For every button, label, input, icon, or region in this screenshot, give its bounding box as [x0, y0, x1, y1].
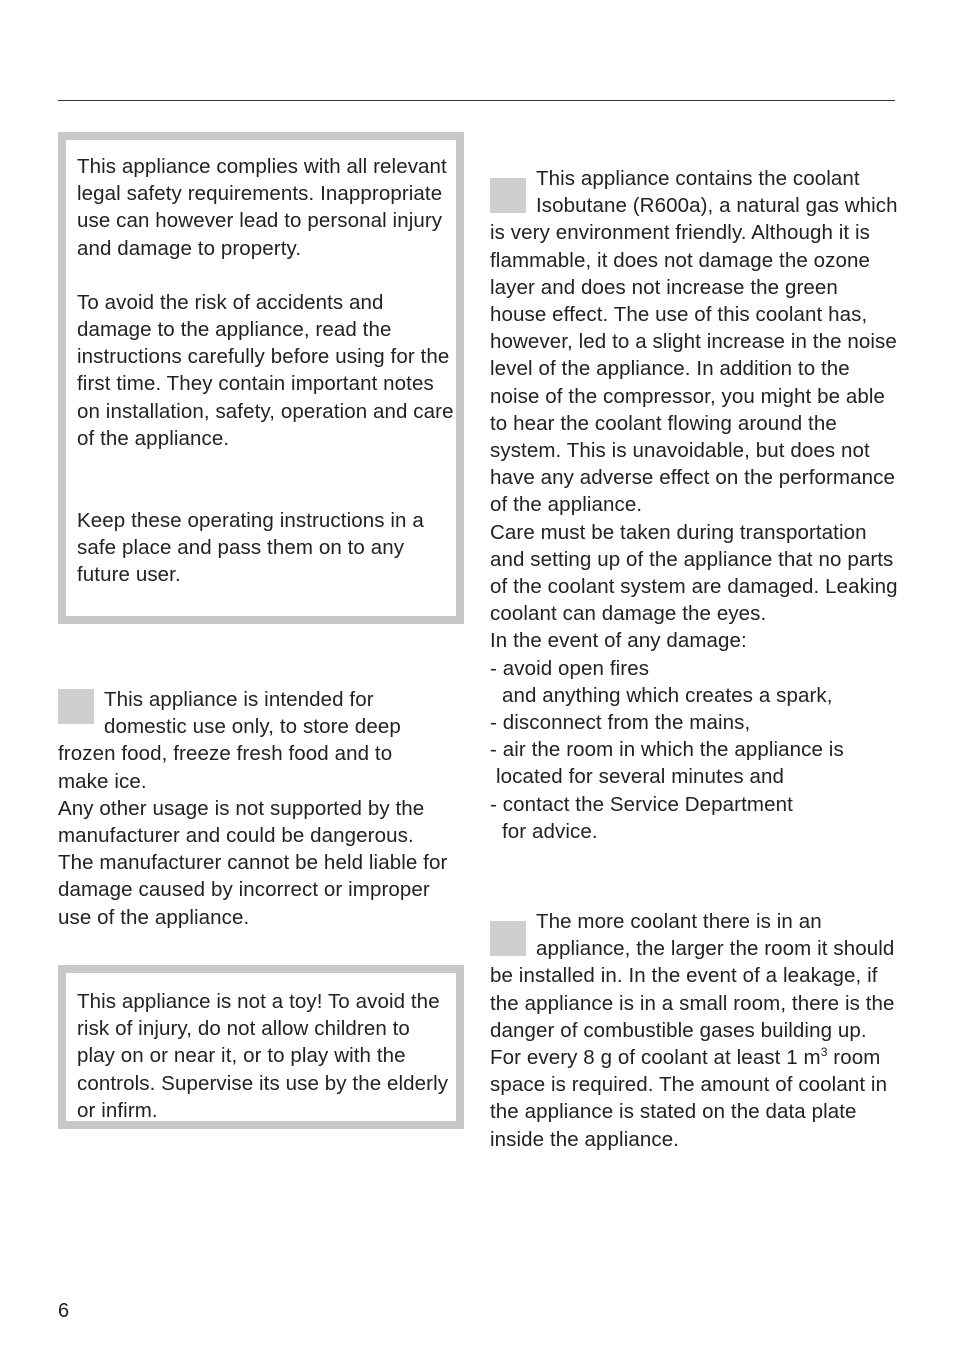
- coolant-list-item: - disconnect from the mains,: [490, 711, 751, 735]
- room-size-text-a: For every 8 g of coolant at least 1 m: [490, 1046, 821, 1070]
- coolant-section: [490, 165, 900, 845]
- coolant-list-item: located for several minutes and: [496, 765, 784, 789]
- coolant-list-item: and anything which creates a spark,: [502, 683, 833, 707]
- coolant-list-item: for advice.: [502, 819, 598, 843]
- coolant-paragraph-1: This appliance contains the coolant Isobutane (R600a), a natural gas which is very environment friendly. Although it is flammable, it does not damage the ozone layer and does not increase the green house effect. The use of this coolant has, however, led to a slight increase in the noise level of the appliance. In addition to the noise of the compressor, you might be able to hear the coolant flowing around the system. This is unavoidable, but does not have any adverse effect on the performance of the appliance.: [490, 167, 898, 517]
- intended-use-paragraph-2: Any other usage is not supported by the manufacturer and could be dangerous. The manufacturer cannot be held liable for damage caused by incorrect or improper use of the appliance.: [58, 796, 448, 929]
- coolant-list-item: - contact the Service Department: [490, 792, 793, 816]
- coolant-list-item: - avoid open fires: [490, 656, 650, 680]
- section-marker: [58, 689, 94, 724]
- intro-paragraph-3: Keep these operating instructions in a safe place and pass them on to any future user.: [77, 509, 424, 587]
- intro-paragraph-2: To avoid the risk of accidents and damage to the appliance, read the instructions carefully before using for the first time. They contain important notes on installation, safety, operation and care of the appliance.: [77, 290, 454, 450]
- coolant-list-item: - air the room in which the appliance is: [490, 738, 844, 762]
- toy-warning-box: [58, 965, 464, 1129]
- room-size-paragraph-2: [490, 1044, 900, 1153]
- coolant-paragraph-3: In the event of any damage:: [490, 629, 747, 653]
- section-marker: [490, 921, 526, 956]
- room-size-paragraph-1: The more coolant there is in an appliance, the larger the room it should be installed in. In the event of a leakage, if the appliance is in a small room, there is the danger of combustible gases building up.: [490, 910, 895, 1042]
- room-size-text-b: room space is required. The amount of coolant in the appliance is stated on the data plate inside the appliance.: [490, 1046, 888, 1151]
- intro-notice-box: [58, 132, 464, 624]
- section-marker: [490, 178, 526, 213]
- page-number: 6: [58, 1300, 70, 1322]
- toy-warning-text: This appliance is not a toy! To avoid the risk of injury, do not allow children to play on or near it, or to play with the controls. Supervise its use by the elderly or infirm.: [77, 990, 449, 1122]
- coolant-paragraph-2: Care must be taken during transportation and setting up of the appliance that no parts of the coolant system are damaged. Leaking coolant can damage the eyes.: [490, 520, 898, 626]
- intended-use-paragraph-1: This appliance is intended for domestic use only, to store deep frozen food, freeze fresh food and to make ice.: [58, 688, 401, 793]
- room-size-section: [490, 908, 900, 1153]
- superscript-3: 3: [820, 1045, 828, 1060]
- intro-paragraph-1: This appliance complies with all relevant legal safety requirements. Inappropriate use can however lead to personal injury and damage to property.: [77, 155, 447, 260]
- header-rule: [58, 100, 895, 101]
- intended-use-section: [58, 686, 448, 931]
